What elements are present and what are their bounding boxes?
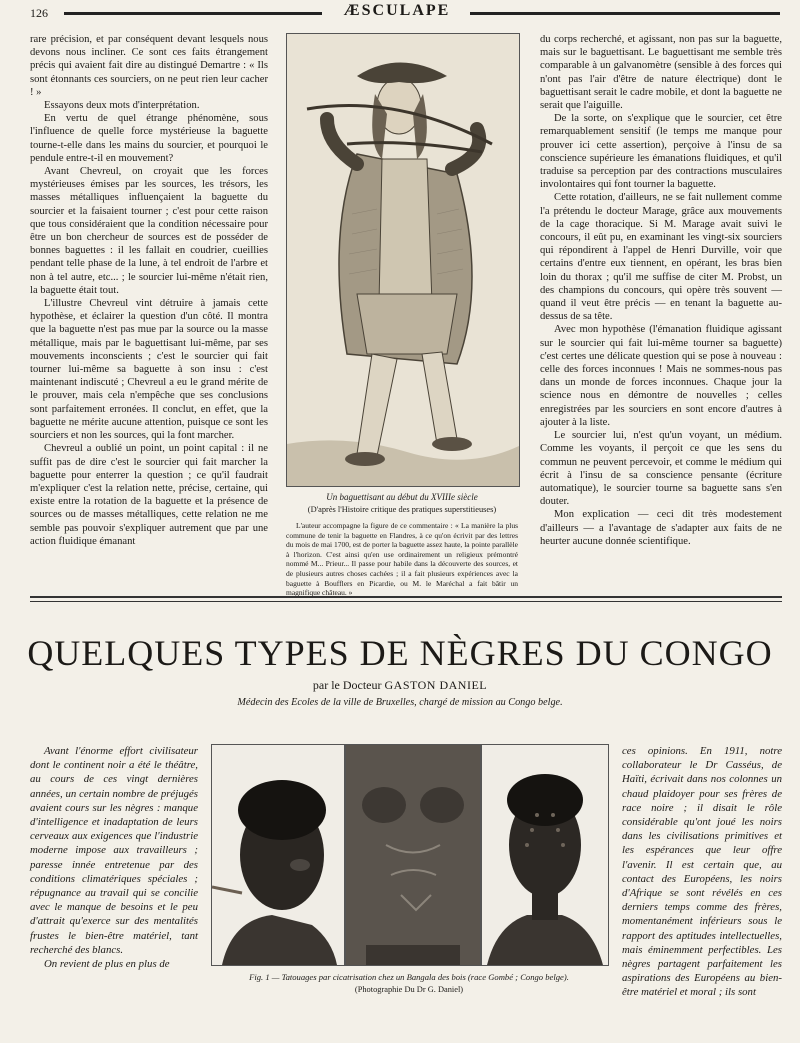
paragraph: Mon explication — ceci dit très modestement d'ailleurs — a l'avantage de s'adapter aux faits de ne heurter aucune donnée scientifique. (540, 509, 782, 547)
paragraph: Le sourcier lui, n'est qu'un voyant, un médium. Comme les voyants, il perçoit ce que les sens du commun ne peuvent percevoir, et comme le médium qui écrit à l'insu de sa conscience pensante (écriture automatique), le sourcier tourne sa baguette sans s'en douter. (540, 430, 782, 508)
engraving-note-text: L'auteur accompagne la figure de ce commentaire : « La manière la plus commune de tenir la baguette en Flandres, à ce qu'on écrivit par des lettres du mois de mai 1700, est de porter la baguette assez haute, la pointe parallèle à l'horizon. C'est ainsi qu'en use ordinairement un religieux prémontré nommé M... Prieur... Il passe pour habile dans la découverte des sources, et de plusieurs autres choses cachées ; il a fait plusieurs expériences avec la baguette à Boufflers en Picardie, ou M. le Maréchal a fait bâtir un magnifique château. » (286, 521, 518, 598)
engraving-credit: (D'après l'Histoire critique des pratiques superstitieuses) (307, 505, 497, 514)
paragraph: Avant Chevreul, on croyait que les forces mystérieuses émises par les sources, les trésors, les masses métalliques influençaient la baguette du sourcier et la faisaient tourner ; c'est pour cette raison que tous considéraient que la condition nécessaire pour être un bon chercheur de sources est de posséder de bonnes baguettes : il les fallait en coudrier, cueillies pendant telle phase de la lune, à tel endroit de l'arbre et non à tel autre, etc... ; le sourcier lui-même n'était rien, la baguette était tout. (30, 166, 268, 296)
paragraph: rare précision, et par conséquent devant lesquels nous devons nous incliner. Ce sont ces faits étrangement précis qui avaient fait dire au distingué Demartre : « Ils sont étonnants ces sourciers, on ne peut rien leur cacher ! » (30, 34, 268, 98)
article2-column-left (30, 744, 198, 971)
engraving-caption: Un baguettisant au début du XVIIIe siècle (326, 492, 478, 502)
engraving-note (286, 521, 518, 598)
header-rule-left (64, 12, 322, 15)
paragraph: ces opinions. En 1911, notre collaborateur le Dr Casséus, de Haïti, écrivait dans nos colonnes un chaud plaidoyer pour ses frères de race noire ; il disait le rôle considérable qu'ont joué les noirs dans les civilisations primitives et les espérances que leur offre l'avenir. Il est certain que, au contact des Européens, les noirs d'Afrique se sont révélés en ces derniers temps comme des frères, momentanément inférieurs sous le rapport des aptitudes intellectuelles, mais éminemment perfectibles. Les nègres partagent parfaitement les aspirations des Européens au bien-être matériel et moral ; ils sont (622, 745, 782, 999)
paragraph: Essayons deux mots d'interprétation. (44, 100, 200, 112)
paragraph: De la sorte, on s'explique que le sourcier, cet être remarquablement sensitif (le temps me manque pour prouver ici cette assertion), perçoive à l'insu de sa conscience supérieure les émanations fluidiques, et qu'il traduise sa perception par des contractions musculaires involontaires qui font tourner la baguette. (540, 113, 782, 191)
section-separator (30, 596, 782, 598)
paragraph: Avec mon hypothèse (l'émanation fluidique agissant sur le sourcier qui fait lui-même tourner sa baguette) c'est certes une délicate question qui se pose à nouveau : celle des forces inconnues ! Mais ne sommes-nous pas dans un monde de forces inconnues. Chaque jour la science nous en démontre de nouvelles ; celles enregistrées par les sourciers en sont encore d'autres à ajouter à la liste. (540, 324, 782, 428)
article1-column-1 (30, 33, 268, 548)
paragraph: En vertu de quel étrange phénomène, sous l'influence de quelle force mystérieuse la baguette tourne-t-elle dans les mains du sourcier, et pourquoi le pendule entre-t-il en mouvement? (30, 113, 268, 164)
section-separator-thin (30, 601, 782, 602)
paragraph: Chevreul a oublié un point, un point capital : il ne suffit pas de dire c'est le sourcier qui fait marcher la baguette pour enterrer la question ; ce qu'il faudrait m'expliquer c'est la relation nette, précise, certaine, qui existe entre la rotation de la baguette et la présence de sources ou de masses métalliques, cette relation ne me semble pas pouvoir s'expliquer autrement que par une action fluidique émanant (30, 443, 268, 547)
paragraph: du corps recherché, et agissant, non pas sur la baguette, mais sur le baguettisant. Le baguettisant me semble très comparable à un galvanomètre (sensible à des forces qui n'ont pas l'air d'être de nature électrique) dont le baguettisant serait le cadre mobile, et dont la baguette ne serait que l'aiguille. (540, 34, 782, 112)
paragraph: Cette rotation, d'ailleurs, ne se fait nullement comme l'a prétendu le docteur Marage, grâce aux mouvements de la cage thoracique. Si M. Marage avait suivi le concours, il eût pu, en examinant les vingt-six sourciers qui répondirent à l'appel de Henri Durville, voir que certains d'entre eux tiennent, en opérant, les bras bien loin du thorax ; qu'il me suffise de citer M. Probst, un des champions du concours, qui opère très souvent — quand il veut être précis — en tenant la baguette au-dessus de sa tête. (540, 192, 782, 323)
photo-caption: Fig. 1 — Tatouages par cicatrisation chez un Bangala des bois (race Gombé ; Congo belge). (249, 972, 569, 982)
paragraph: On revient de plus en plus de (44, 958, 170, 971)
article1-column-3 (540, 33, 782, 548)
page-number: 126 (30, 6, 48, 20)
article2-title: QUELQUES TYPES DE NÈGRES DU CONGO (27, 633, 773, 673)
article2-column-right (622, 744, 782, 1000)
article2-subtitle: Médecin des Ecoles de la ville de Bruxelles, chargé de mission au Congo belge. (237, 697, 563, 708)
journal-title: ÆSCULAPE (343, 2, 451, 19)
header-rule-right (470, 12, 780, 15)
photo-torso (345, 744, 481, 966)
article2-byline (0, 678, 800, 693)
photo-frontal (481, 744, 609, 966)
paragraph: Avant l'énorme effort civilisateur dont le continent noir a été le théâtre, au cours de ces vingt dernières années, un certain nombre de préjugés avaient cours sur les nègres : manque d'intelligence et inadaptation de leurs cerveaux aux exigences que l'industrie moderne impose aux travailleurs ; paresse innée entretenue par des conditions climatériques spéciales ; répugnance au travail qui se concilie avec le manque de besoins et le peu d'attrait qu'exerce sur des mentalités frustes le bien-être matériel, tant recherché des blancs. (30, 745, 198, 956)
engraving-illustration (287, 34, 519, 486)
baguettisant-engraving (286, 33, 520, 487)
photo-credit: (Photographie Du Dr G. Daniel) (354, 985, 464, 994)
author-name: GASTON DANIEL (384, 678, 488, 692)
byline-prefix: par le Docteur (312, 678, 382, 692)
photo-profile (211, 744, 345, 966)
paragraph: L'illustre Chevreul vint détruire à jamais cette hypothèse, et éclairer la question d'un côté. Il montra que la baguette n'est pas mue par la source ou la masse métallique, mais par le baguettisant lui-même, par ses mouvements inconscients ; c'est le sourcier qui fait tourner lui-même sa baguette à son insu : c'est maintenant indiscuté ; Chevreul a eu le grand mérite de le prouver, mais cela n'empêche que ses conclusions sont parfaitement erronées. Il conclut, en effet, que la baguette ne mérite aucune attention, puisque ce sont les sourciers et non les sources, qui la font marcher. (30, 298, 268, 442)
